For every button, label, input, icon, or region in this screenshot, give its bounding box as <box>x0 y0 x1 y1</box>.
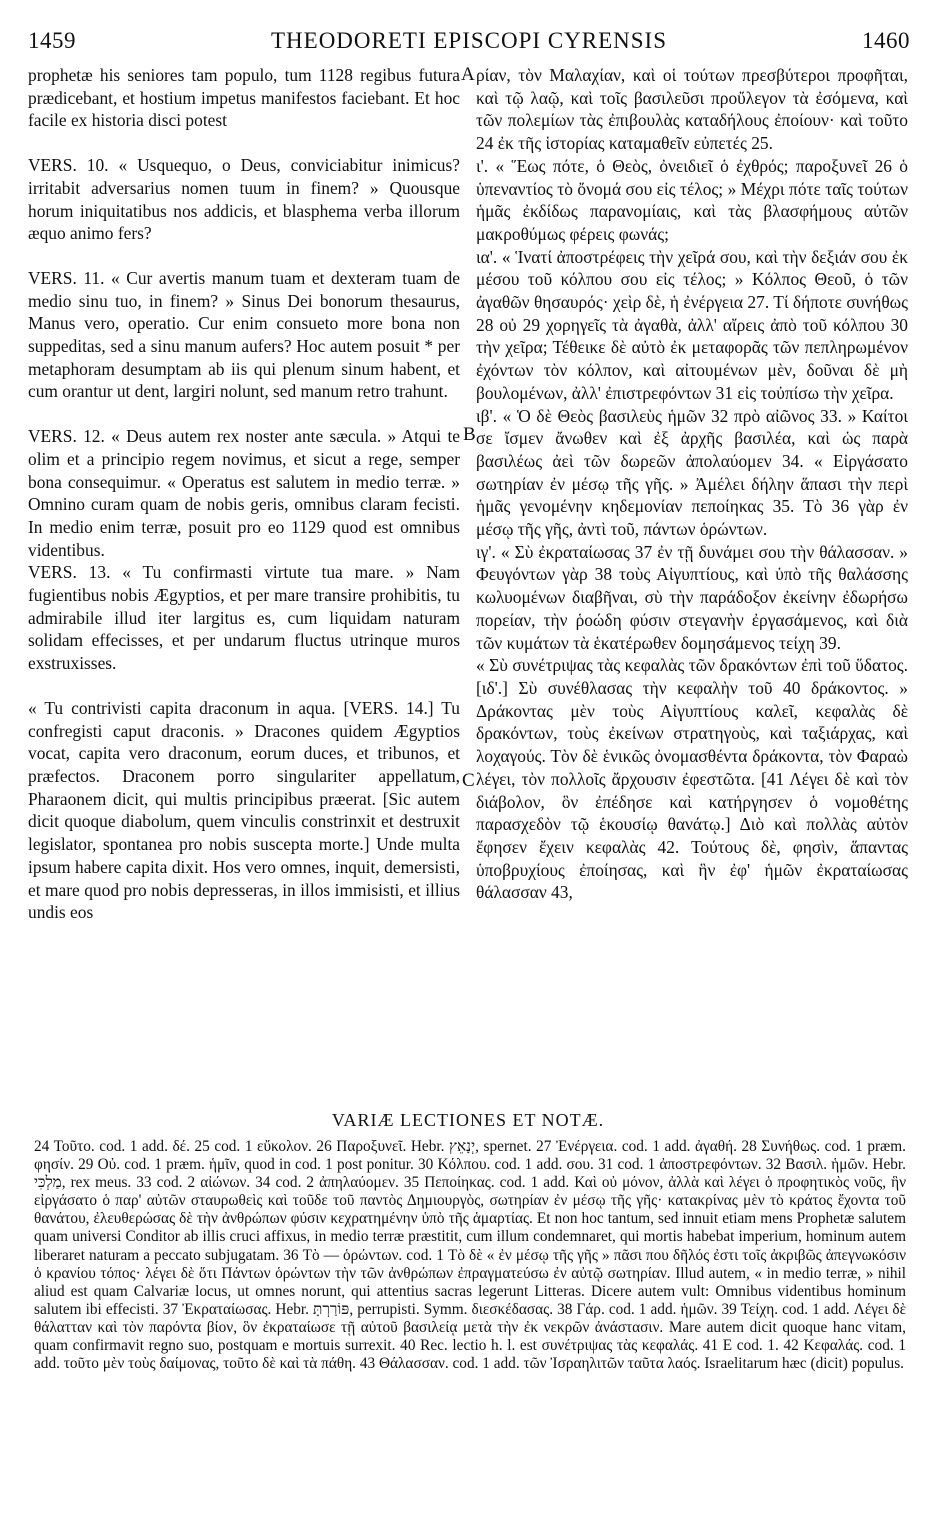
column-marker-a: A <box>461 64 475 85</box>
page-header <box>28 28 910 62</box>
greek-paragraph: ιγ'. « Σὺ ἐκραταίωσας 37 ἐν τῇ δυνάμει σου τὴν θάλασσαν. » Φευγόντων γὰρ 38 τοὺς Αἰγυπτίους, καὶ ὑπὸ τῆς θαλάσσης κωλυομένων διαβῆναι, σὺ τὴν παράδοξον ἐκείνην ἐδωρήσω πορείαν, τὴν ῥοώδη φύσιν στεγανὴν ἐργασάμενος, καὶ διὰ τῶν κυμάτων τὰ ἑκατέρωθεν δομησάμενος τείχη 39. <box>476 541 908 653</box>
latin-paragraph: VERS. 10. « Usquequo, o Deus, conviciabitur inimicus? irritabit adversarius nomen tuum in finem? » Quousque horum iniquitatibus nos addicis, et blasphema verba illorum æquo animo fers? <box>28 155 460 244</box>
greek-paragraph: ιβ'. « Ὁ δὲ Θεὸς βασιλεὺς ἡμῶν 32 πρὸ αἰῶνος 33. » Καίτοι σε ἴσμεν ἄνωθεν καὶ ἐξ ἀρχῆς βασιλέα, καὶ ὡς παρὰ βασιλέως ἀεὶ τῶν δωρεῶν ἀπολαύομεν 34. « Εἰργάσατο σωτηρίαν ἐν μέσῳ τῆς γῆς. » Ἀμέλει δήλην ἅπασι τὴν περὶ ἡμᾶς γενομένην κηδεμονίαν πεποίηκας 35. Τὸ 36 γὰρ ἐν μέσῳ τῆς γῆς, ἀντὶ τοῦ, πάντων ὁρώντων. <box>476 405 908 540</box>
greek-paragraph: ια'. « Ἱνατί ἀποστρέφεις τὴν χεῖρά σου, καὶ τὴν δεξιάν σου ἐκ μέσου τοῦ κόλπου σου εἰς τέλος; » Κόλπος Θεοῦ, ὁ τῶν ἀγαθῶν θησαυρός· χεὶρ δὲ, ἡ ἐνέργεια 27. Τί δήποτε συνήθως 28 οὐ 29 χορηγεῖς τὰ ἀγαθὰ, ἀλλ' αἴρεις ἀπὸ τοῦ κόλπου 30 τὴν χεῖρα; Τέθεικε δὲ αὐτὸ ἐκ μεταφορᾶς τῶν πεπληρωμένον ἐχόντων τὸν κόλπον, καὶ αἰτουμένων μὲν, δοῦναι δὲ μὴ βουλομένων, ἀλλ' ἐπιστρεφόντων 31 εἰς τοὐπίσω τὴν χεῖρα. <box>476 246 908 403</box>
running-title: THEODORETI EPISCOPI CYRENSIS <box>270 28 668 53</box>
column-marker-c: C <box>462 770 475 791</box>
latin-paragraph: prophetæ his seniores tam populo, tum 1128 regibus futura prædicebant, et hostium impetus manifestos faciebant. Et hoc facile ex historia disci potest <box>28 65 460 131</box>
left-page-number: 1459 <box>28 28 76 53</box>
latin-paragraph: VERS. 11. « Cur avertis manum tuam et dexteram tuam de medio sinu tuo, in finem? » Sinus Dei bonorum thesaurus, Manus vero, operatio. Cur enim consueto more bona non suppeditas, sed a sinu manum aufers? Hoc autem posuit * per metaphoram desumptam ab iis qui plenum sinum habent, et cum orantur ut dent, largiri nolunt, sed manum retro trahunt. <box>28 267 460 402</box>
greek-column <box>476 64 908 904</box>
greek-paragraph: ι'. « Ἕως πότε, ὁ Θεὸς, ὀνειδιεῖ ὁ ἐχθρός; παροξυνεῖ 26 ὁ ὑπεναντίος τὸ ὄνομά σου εἰς τέλος; » Μέχρι πότε ταῖς τούτων ἡμᾶς ἐκδίδως παρανομίαις, καὶ τὰς βλασφήμους αὐτῶν μακροθύμως φέρεις φωνάς; <box>476 155 908 244</box>
column-marker-b: B <box>463 424 476 445</box>
latin-paragraph: « Tu contrivisti capita draconum in aqua. [VERS. 14.] Tu confregisti caput draconis. » Dracones quidem Ægyptios vocat, capita vero draconum, eorum duces, et tribunos, et præfectos. Draconem porro singulariter appellatum, Pharaonem dicit, qui multis principibus præerat. [Sic autem dicit quoque diabolum, quem vinculis constrinxit et destruxit legislator, spontanea pro nobis suscepta morte.] Unde multa ipsum habere capita dixit. Hos vero omnes, inquit, demersisti, et mare quod pro nobis depresseras, in illos immisisti, et illius undis eos <box>28 697 460 923</box>
greek-paragraph: ρίαν, τὸν Μαλαχίαν, καὶ οἱ τούτων πρεσβύτεροι προφῆται, καὶ τῷ λαῷ, καὶ τοῖς βασιλεῦσι προὔλεγον τὰ ἐσόμενα, καὶ τῶν πολεμίων τὰς ἐπιβουλὰς καταδήλους ἐποίουν· καὶ τοῦτο 24 ἐκ τῆς ἱστορίας καταμαθεῖν εὐπετές 25. <box>476 65 908 154</box>
footnotes-text: 24 Τοῦτο. cod. 1 add. δέ. 25 cod. 1 εὔκολον. 26 Παροξυνεῖ. Hebr. יְנָאֵץ, spernet. 27 Ἐνέργεια. cod. 1 add. ἀγαθή. 28 Συνήθως. cod. 1 præm. φησίν. 29 Οὐ. cod. 1 præm. ἡμῖν, quod in cod. 1 post ponitur. 30 Κόλπου. cod. 1 add. σου. 31 cod. 1 ἀποστρεφόντων. 32 Βασιλ. ἡμῶν. Hebr. מַלְכִּי, rex meus. 33 cod. 2 αἰώνων. 34 cod. 2 ἀπηλαύομεν. 35 Πεποίηκας. cod. 1 add. Καὶ οὐ μόνον, ἀλλὰ καὶ λέγει ὁ προφητικὸς νοῦς, ἣν εἰργάσατο ὁ παρ' αὐτῶν σταυρωθεὶς καὶ τοῦδε τοῦ παντὸς Δημιουργὸς, σωτηρίαν ἐν μέσῳ τῆς γῆς· κατακρίνας μὲν τὸ κράτος ἔχοντα τοῦ θανάτου, ἐλευθερώσας δὲ τὴν ἀνθρώπων φύσιν κεχρατημένην ὑπὸ τῆς ἁμαρτίας. Et non hoc tantum, sed innuit etiam mens Prophetæ salutem quam universi Conditor ab illis cruci affixus, in medio terræ præstitit, cum illum condemnaret, qui mortis habebat imperium, hominum autem liberaret naturam a peccato subjugatam. 36 Τὸ — ὁρώντων. cod. 1 Τὸ δὲ « ἐν μέσῳ τῆς γῆς » πᾶσι που δῆλός ἐστι τοῖς ἀκριβῶς ἀπεγνωκόσιν ὁ κρανίου τόπος· λέγει δὲ ὅτι Πάντων ὁρώντων τὴν τῶν ἀνθρώπων ἐπραγματεύσω ἐν αὐτῷ σωτηρίαν. Illud autem, « in medio terræ, » nihil aliud est quam Calvariæ locus, ut omnes norunt, qui attentius sacras legerunt Litteras. Dicere autem vult: Omnibus videntibus hominum salutem ibi effecisti. 37 Ἐκραταίωσας. Hebr. פּוֹרַרְתָּ, perrupisti. Symm. διεσκέδασας. 38 Γάρ. cod. 1 add. ἡμῶν. 39 Τείχη. cod. 1 add. Λέγει δὲ θάλατταν καὶ τὸν παρόντα βίον, ὃν ἐκραταίωσε τῇ αὐτοῦ βασιλείᾳ μετὰ τὴν ἐκ νεκρῶν ἀνάστασιν. Mare autem dicit quoque hanc vitam, quam confirmavit regno suo, postquam e mortuis surrexit. 40 Rec. lectio h. l. est συνέτριψας τὰς κεφαλάς. 41 E cod. 1. 42 Κεφαλάς. cod. 1 add. τοῦτο μὲν τοὺς δαίμονας, τοῦτο δὲ καὶ τὰ πάθη. 43 Θάλασσαν. cod. 1 add. τῶν Ἰσραηλιτῶν ταῦτα λαός. Israelitarum hæc (dicit) populus. <box>34 1138 907 1373</box>
latin-paragraph: VERS. 13. « Tu confirmasti virtute tua mare. » Nam fugientibus nobis Ægyptios, et per mare transire prohibitis, tu admirabile illud iter largitus es, cum liquidam naturam solidam effecisses, et per undarum fluctus utrinque muros exstruxisses. <box>28 562 460 674</box>
latin-paragraph: VERS. 12. « Deus autem rex noster ante sæcula. » Atqui te olim et a principio regem novimus, et sicut a rege, semper bona consequimur. « Operatus est salutem in medio terræ. » Omnino curam quam de nobis geris, omnibus claram fecisti. In medio enim terræ, posuit pro eo 1129 quod est omnibus videntibus. <box>28 426 460 560</box>
greek-paragraph: « Σὺ συνέτριψας τὰς κεφαλὰς τῶν δρακόντων ἐπὶ τοῦ ὕδατος. [ιδ'.] Σὺ συνέθλασας τὴν κεφαλὴν τοῦ 40 δράκοντος. » Δράκοντας μὲν τοὺς Αἰγυπτίους καλεῖ, κεφαλὰς δὲ δρακόντων, τοὺς ἐκείνων στρατηγοὺς, καὶ ταξιάρχας, καὶ λοχαγούς. Τὸν δὲ ἑνικῶς ὀνομασθέντα δράκοντα, τὸν Φαραὼ λέγει, τὸν πολλοῖς ἄρχουσιν ἐφεστῶτα. [41 Λέγει δὲ καὶ τὸν διάβολον, ὃν ἐπέδησε καὶ κατήργησεν ὁ νομοθέτης παρασχεδὸν τῷ ἑκουσίῳ θανάτῳ.] Διὸ καὶ πολλὰς αὐτὸν ἔφησεν ἔχειν κεφαλὰς 42. Τούτους δὲ, φησὶν, ἅπαντας ὑποβρυχίους ἐποίησας, καὶ ἣν ἐφ' ἡμῶν ἐκραταίωσας θάλασσαν 43, <box>476 655 908 903</box>
latin-column <box>28 64 460 924</box>
notes-heading: VARIÆ LECTIONES ET NOTÆ. <box>331 1110 605 1130</box>
right-page-number: 1460 <box>862 28 910 53</box>
footnotes <box>34 1138 906 1373</box>
